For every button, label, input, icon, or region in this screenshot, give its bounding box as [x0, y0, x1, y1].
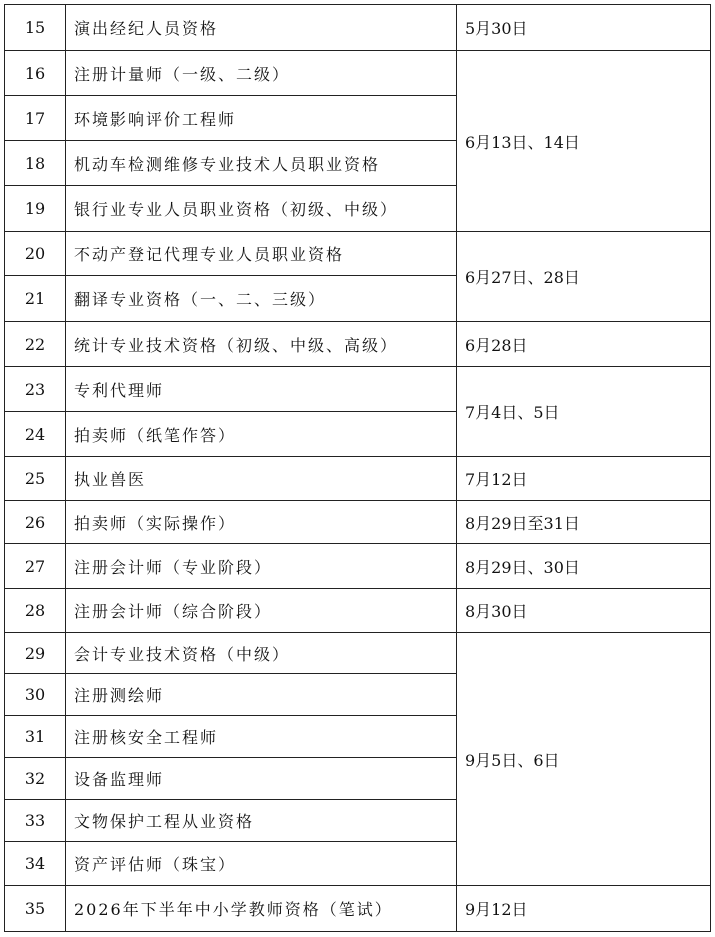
exam-date: 6月13日、14日: [457, 51, 711, 232]
exam-name: 注册核安全工程师: [66, 716, 457, 758]
exam-name: 翻译专业资格（一、二、三级）: [66, 276, 457, 322]
row-number: 15: [5, 5, 66, 51]
row-number: 30: [5, 674, 66, 716]
row-number: 22: [5, 322, 66, 367]
exam-date: 7月12日: [457, 457, 711, 501]
exam-name: 统计专业技术资格（初级、中级、高级）: [66, 322, 457, 367]
exam-name: 环境影响评价工程师: [66, 96, 457, 141]
exam-name: 拍卖师（实际操作）: [66, 501, 457, 544]
row-number: 29: [5, 633, 66, 674]
exam-name: 设备监理师: [66, 758, 457, 800]
row-number: 28: [5, 589, 66, 633]
exam-name: 演出经纪人员资格: [66, 5, 457, 51]
exam-date: 8月30日: [457, 589, 711, 633]
table-row: [5, 457, 711, 501]
row-number: 27: [5, 544, 66, 589]
table-row: [5, 886, 711, 932]
table-row: [5, 589, 711, 633]
table-row: [5, 5, 711, 51]
row-number: 24: [5, 412, 66, 457]
exam-name: 注册会计师（专业阶段）: [66, 544, 457, 589]
exam-name: 注册会计师（综合阶段）: [66, 589, 457, 633]
exam-name: 不动产登记代理专业人员职业资格: [66, 232, 457, 276]
row-number: 23: [5, 367, 66, 412]
row-number: 33: [5, 800, 66, 842]
table-row: [5, 367, 711, 412]
exam-date: 5月30日: [457, 5, 711, 51]
exam-date: 8月29日至31日: [457, 501, 711, 544]
row-number: 18: [5, 141, 66, 186]
table-row: [5, 501, 711, 544]
exam-date: 6月27日、28日: [457, 232, 711, 322]
row-number: 26: [5, 501, 66, 544]
exam-date: 8月29日、30日: [457, 544, 711, 589]
exam-date: 7月4日、5日: [457, 367, 711, 457]
exam-schedule-body: [5, 5, 711, 932]
table-row: [5, 232, 711, 276]
table-row: [5, 544, 711, 589]
exam-name: 注册测绘师: [66, 674, 457, 716]
table-row: [5, 633, 711, 674]
row-number: 20: [5, 232, 66, 276]
exam-name: 执业兽医: [66, 457, 457, 501]
row-number: 32: [5, 758, 66, 800]
exam-date: 6月28日: [457, 322, 711, 367]
exam-name: 机动车检测维修专业技术人员职业资格: [66, 141, 457, 186]
exam-name: 文物保护工程从业资格: [66, 800, 457, 842]
exam-date: 9月5日、6日: [457, 633, 711, 886]
exam-schedule-table: [4, 4, 711, 932]
exam-name: 2026年下半年中小学教师资格（笔试）: [66, 886, 457, 932]
exam-name: 注册计量师（一级、二级）: [66, 51, 457, 96]
exam-name: 拍卖师（纸笔作答）: [66, 412, 457, 457]
row-number: 16: [5, 51, 66, 96]
table-row: [5, 322, 711, 367]
exam-name: 会计专业技术资格（中级）: [66, 633, 457, 674]
row-number: 35: [5, 886, 66, 932]
row-number: 34: [5, 842, 66, 886]
row-number: 17: [5, 96, 66, 141]
exam-date: 9月12日: [457, 886, 711, 932]
table-row: [5, 51, 711, 96]
row-number: 21: [5, 276, 66, 322]
exam-name: 资产评估师（珠宝）: [66, 842, 457, 886]
row-number: 19: [5, 186, 66, 232]
exam-name: 专利代理师: [66, 367, 457, 412]
row-number: 31: [5, 716, 66, 758]
row-number: 25: [5, 457, 66, 501]
exam-name: 银行业专业人员职业资格（初级、中级）: [66, 186, 457, 232]
